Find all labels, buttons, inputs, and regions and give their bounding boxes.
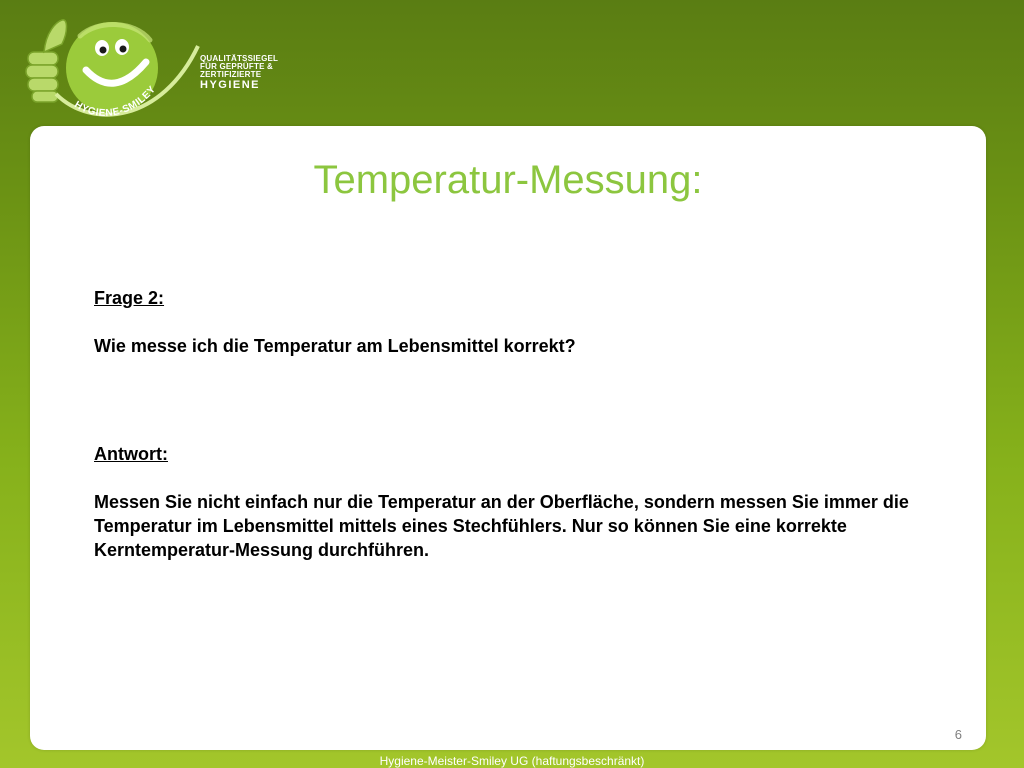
question-text: Wie messe ich die Temperatur am Lebensmittel korrekt? [94, 336, 576, 356]
answer-label: Antwort: [94, 444, 168, 464]
question-label: Frage 2: [94, 288, 165, 308]
logo-arc-text: HYGIENE-SMILEY [72, 83, 159, 120]
seal-line-3: ZERTIFIZIERTE [200, 70, 262, 80]
seal-line-1: QUALITÄTSSIEGEL [200, 54, 279, 63]
footer-company: Hygiene-Meister-Smiley UG (haftungsbeschränkt) [379, 754, 645, 768]
seal-text [200, 55, 278, 92]
answer-text: Messen Sie nicht einfach nur die Temperatur an der Oberfläche, sondern messen Sie immer die Temperatur im Lebensmittel mittels eines Stechfühlers. Nur so können Sie eine korrekte Kerntemperatur-Messung durchführen. [94, 492, 909, 560]
slide-title: Temperatur-Messung: [313, 158, 703, 202]
slide-panel [30, 126, 986, 750]
seal-line-4: HYGIENE [200, 79, 261, 92]
page-number: 6 [954, 727, 962, 742]
hygiene-smiley-logo [22, 10, 279, 130]
seal-line-2: FÜR GEPRÜFTE & [200, 62, 274, 72]
slide-content [94, 286, 954, 562]
